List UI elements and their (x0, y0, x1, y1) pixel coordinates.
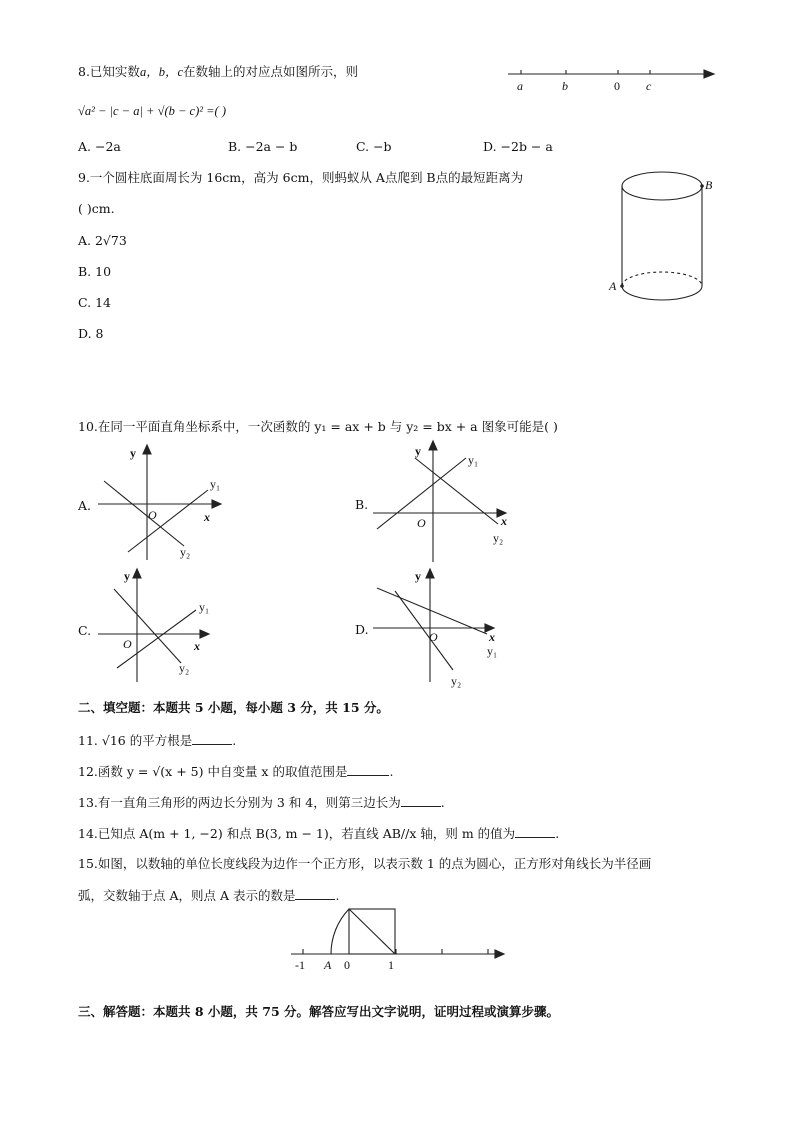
svg-text:y₂: y₂ (493, 531, 504, 545)
q10-label-a: A. (78, 498, 92, 513)
q13: 13.有一直角三角形的两边长分别为 3 和 4，则第三边长为 . (78, 795, 445, 810)
q8-axis-label-b: b (562, 79, 568, 93)
svg-text:x: x (194, 639, 200, 653)
q12-answer-blank[interactable] (347, 763, 389, 776)
q14: 14.已知点 A(m + 1, −2) 和点 B(3, m − 1)，若直线 AB//x 轴，则 m 的值为 . (78, 826, 560, 841)
svg-text:x: x (501, 514, 507, 528)
q10-graph-a (90, 440, 240, 570)
svg-text:y₁: y₁ (199, 600, 210, 614)
q15-line-2: 弧，交数轴于点 A，则点 A 表示的数是 . (78, 888, 340, 903)
q9-cylinder-figure (605, 166, 730, 306)
q12: 12.函数 y = √(x + 5) 中自变量 x 的取值范围是 . (78, 764, 394, 779)
svg-text:y₁: y₁ (487, 644, 498, 658)
svg-text:O: O (148, 508, 157, 522)
q10-graph-c (90, 564, 240, 694)
svg-text:O: O (417, 516, 426, 530)
q10-label-c: C. (78, 623, 92, 638)
q8-option-b: B. −2a − b (228, 139, 298, 154)
q9-option-a: A. 2√73 (78, 233, 127, 248)
q13-answer-blank[interactable] (401, 794, 441, 807)
svg-text:y: y (130, 446, 136, 460)
svg-text:y₁: y₁ (468, 453, 479, 467)
section-2-heading: 二、填空题：本题共 5 小题，每小题 3 分，共 15 分。 (78, 700, 389, 715)
q15-axis-label-neg1: -1 (295, 958, 305, 972)
q8-option-c: C. −b (356, 139, 392, 154)
q8-axis-label-c: c (646, 79, 652, 93)
svg-text:y: y (415, 569, 421, 583)
q15-line-1: 15.如图，以数轴的单位长度线段为边作一个正方形，以表示数 1 的点为圆心，正方形对角线长为半径画 (78, 856, 652, 871)
q9-stem-2: ( )cm. (78, 201, 115, 216)
q8-axis-label-a: a (517, 79, 523, 93)
svg-text:y₁: y₁ (210, 477, 221, 491)
q15-axis-label-1: 1 (388, 958, 394, 972)
section-3-heading: 三、解答题：本题共 8 小题，共 75 分。解答应写出文字说明，证明过程或演算步骤。 (78, 1004, 560, 1019)
q8-axis-label-0: 0 (614, 79, 620, 93)
q11-answer-blank[interactable] (192, 732, 232, 745)
svg-text:y₂: y₂ (179, 661, 190, 675)
q15-axis-label-a: A (324, 958, 332, 972)
q10-graph-b (365, 438, 525, 568)
q9-point-a: A (609, 279, 617, 293)
svg-text:y₂: y₂ (180, 545, 191, 559)
svg-text:O: O (429, 630, 438, 644)
q9-option-d: D. 8 (78, 326, 104, 341)
q15-axis-label-0: 0 (344, 958, 350, 972)
q10-label-d: D. (355, 622, 369, 637)
q10-stem: 10.在同一平面直角坐标系中，一次函数的 y₁ = ax + b 与 y₂ = bx + a 图象可能是( ) (78, 419, 558, 434)
q15-answer-blank[interactable] (295, 887, 335, 900)
q14-answer-blank[interactable] (515, 825, 555, 838)
svg-text:O: O (123, 637, 132, 651)
q10-graph-d (365, 564, 525, 694)
q8-number-line (500, 62, 722, 96)
q15-square-figure (285, 903, 510, 975)
svg-text:x: x (204, 510, 210, 524)
q9-point-b: B (705, 178, 713, 192)
q8-stem: 8.已知实数a，b，c在数轴上的对应点如图所示，则 (78, 64, 359, 79)
q8-expression: √a² − |c − a| + √(b − c)² =( ) (78, 104, 227, 118)
q11: 11. √16 的平方根是 . (78, 733, 237, 748)
svg-text:y₂: y₂ (451, 674, 462, 688)
q9-option-c: C. 14 (78, 295, 111, 310)
svg-text:x: x (489, 630, 495, 644)
q10-label-b: B. (355, 497, 369, 512)
q8-option-a: A. −2a (78, 139, 121, 154)
q9-stem: 9.一个圆柱底面周长为 16cm，高为 6cm，则蚂蚁从 A点爬到 B点的最短距离为 (78, 170, 524, 185)
svg-text:y: y (415, 444, 421, 458)
q8-option-d: D. −2b − a (483, 139, 553, 154)
svg-text:y: y (124, 569, 130, 583)
q9-option-b: B. 10 (78, 264, 112, 279)
